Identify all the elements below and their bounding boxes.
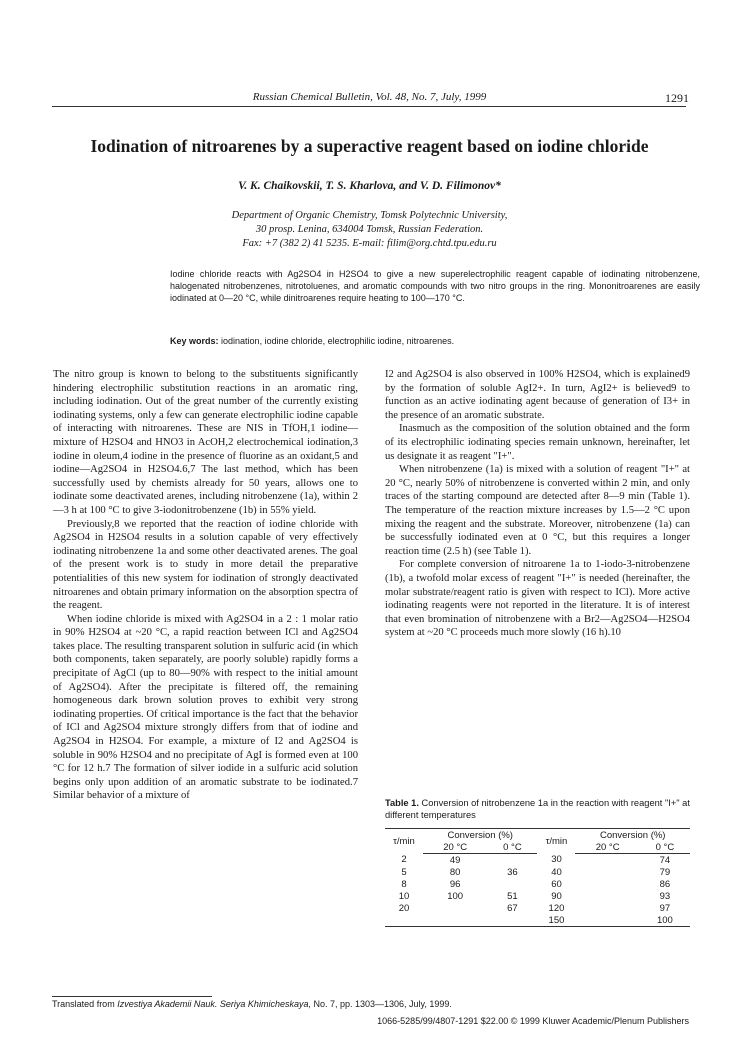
translation-footnote (52, 999, 692, 1009)
cell-conv-0c: 67 (507, 902, 518, 914)
cell-time: 8 (401, 878, 407, 890)
author-list: V. K. Chaikovskii, T. S. Kharlova, and V. D. Filimonov* (238, 180, 501, 192)
affiliation-line-1: Department of Organic Chemistry, Tomsk Polytechnic University, (231, 210, 508, 221)
cell-time: 40 (551, 866, 562, 878)
left-column (53, 368, 358, 803)
cell-conv-0c: 93 (659, 890, 671, 902)
cell-time (385, 914, 423, 927)
journal-citation: Russian Chemical Bulletin, Vol. 48, No. 7, July, 1999 (252, 91, 487, 103)
table-header-conversion: Conversion (%) (447, 829, 513, 841)
affiliation-line-2: 30 prosp. Lenina, 634004 Tomsk, Russian Federation. (255, 224, 484, 235)
cell-conv-0c (487, 854, 537, 867)
table-caption (385, 797, 690, 821)
table-row (385, 890, 690, 902)
cell-time: 5 (401, 866, 407, 878)
abstract: Iodine chloride reacts with Ag2SO4 in H2SO4 to give a new superelectrophilic reagent capable of iodinating nitrobenzene, halogenated nitrobenzenes, nitrotoluenes, and aromatic compounds with two nitro groups in the ring. Mononitroarenes are easily iodinated at 0—20 °C, while dinitroarenes require heating to 100—170 °C. (170, 269, 700, 304)
cell-time: 2 (401, 854, 407, 866)
cell-conv-0c: 51 (507, 890, 518, 902)
paragraph: Inasmuch as the composition of the solution obtained and the form of its electrophilic iodinating species remain unknown, hereinafter, let us designate it as reagent "I+". (385, 423, 690, 462)
cell-conv-20c (423, 902, 487, 914)
table-row (385, 878, 690, 890)
cell-conv-20c (575, 902, 639, 914)
table-row (385, 854, 690, 867)
cell-conv-20c (575, 890, 639, 902)
cell-conv-20c (575, 866, 639, 878)
cell-time: 20 (398, 902, 410, 914)
table-header-20c: 20 °C (423, 841, 487, 854)
cell-conv-0c: 36 (507, 866, 518, 878)
cell-conv-20c (575, 854, 639, 867)
cell-time: 60 (551, 878, 562, 890)
table-header-20c: 20 °C (575, 841, 639, 854)
cell-time: 120 (548, 902, 565, 914)
cell-conv-0c: 100 (640, 914, 690, 927)
paragraph: I2 and Ag2SO4 is also observed in 100% H2SO4, which is explained9 by the formation of soluble AgI2+. In turn, AgI2+ is believed9 to function as an active iodinating agent because of generation of I3+ in the presence of an aromatic substrate. (385, 369, 690, 421)
cell-conv-0c (487, 878, 537, 890)
cell-conv-0c: 79 (659, 866, 671, 878)
cell-conv-20c (575, 914, 639, 927)
cell-time: 30 (551, 854, 562, 866)
copyright-line: 1066-5285/99/4807-1291 $22.00 © 1999 Kluwer Academic/Plenum Publishers (377, 1016, 689, 1026)
paragraph: Previously,8 we reported that the reaction of iodine chloride with Ag2SO4 in H2SO4 results in a solution capable of very effectively iodinating nitrobenzene 1a and some other deactivated arenes. The goal of the present work is to study in more detail the preparative potentialities of this new system for iodination of strongly deactivated nitroarenes and obtain primary information on the absorption spectra of the reagent. (53, 518, 358, 612)
table-header-time: τ/min (545, 835, 568, 847)
cell-time: 150 (537, 914, 575, 927)
cell-time: 10 (398, 890, 410, 902)
paragraph: For complete conversion of nitroarene 1a to 1-iodo-3-nitrobenzene (1b), a twofold molar excess of reagent "I+" is needed (hereinafter, the molar substrate/reagent ratio is given with respect to ICl). More active iodinating reagents were not reported in the literature. It is of interest that even bromination of nitrobenzene with a Br2—Ag2SO4—H2SO4 system at ~20 °C proceeds much more slowly (16 h).10 (385, 559, 690, 639)
table-header-conversion: Conversion (%) (600, 829, 666, 841)
paragraph: When iodine chloride is mixed with Ag2SO4 in a 2 : 1 molar ratio in 90% H2SO4 at ~20 °C, a rapid reaction between ICl and Ag2SO4 takes place. The resulting transparent solution in sulfuric acid (in which both components, taken separately, are poorly soluble) rapidly forms a precipitate of AgCl (up to 80—90% with respect to the initial amount of Ag2SO4). After the precipitate is filtered off, the remaining homogeneous dark brown solution proves to exhibit very strong iodinating properties. Of critical importance is the fact that the behavior of ICl and Ag2SO4 mixture strongly differs from that of iodine and Ag2SO4 in H2SO4. For example, a mixture of I2 and Ag2SO4 is soluble in 90% H2SO4 and no precipitate of AgI is formed even at 100 °C for 12 h.7 The formation of silver iodide in a sulfuric acid solution begins only upon addition of an aromatic substrate to be iodinated.7 Similar behavior of a mixture of (53, 613, 358, 802)
cell-conv-20c: 96 (449, 878, 461, 890)
table-row (385, 866, 690, 878)
keywords-label: Key words: (170, 336, 219, 346)
paragraph: The nitro group is known to belong to the substituents significantly hindering electrophilic substitution reactions in an aromatic ring, including iodination. Out of the great number of the currently existing iodinating systems, only a few can generate electrophilic iodine capable of interacting with nitroarenes. These are NIS in TfOH,1 iodine—mixture of H2SO4 and HNO3 in AcOH,2 electrochemical iodination,3 iodine in oleum,4 iodine in the presence of fluorine as an oxidant,5 and iodine—Ag2SO4 in H2SO4.6,7 The last method, which has been successfully used by chemists already for 50 years, allows one to iodinate some deactivated arenes, including nitrobenzene (1a), within 2—3 h at 100 °C to give 3-iodonitrobenzene (1b) in 55% yield. (53, 369, 358, 516)
cell-conv-20c (575, 878, 639, 890)
cell-conv-0c (487, 914, 537, 927)
keywords (170, 336, 700, 346)
footnote-suffix: No. 7, pp. 1303—1306, July, 1999. (313, 999, 452, 1009)
affiliation-line-3: Fax: +7 (382 2) 41 5235. E-mail: filim@org.chtd.tpu.edu.ru (242, 238, 497, 249)
cell-conv-20c: 49 (449, 854, 461, 866)
right-column (385, 368, 690, 640)
table-row (385, 902, 690, 914)
cell-conv-0c: 86 (659, 878, 671, 890)
header-rule (52, 106, 686, 107)
keywords-text: iodination, iodine chloride, electrophilic iodine, nitroarenes. (221, 336, 455, 346)
cell-conv-0c: 74 (659, 854, 671, 866)
paragraph: When nitrobenzene (1a) is mixed with a solution of reagent "I+" at 20 °C, nearly 50% of nitrobenzene is converted within 2 min, and only traces of the starting compound are detected after 8—9 min (Table 1). The temperature of the reaction mixture increases by 1.5—2 °C upon mixing the reagent and the substrate. Moreover, nitrobenzene (1a) can be successfully iodinated even at 0 °C, but this requires a longer reaction time (2.5 h) (see Table 1). (385, 464, 690, 557)
cell-conv-0c: 97 (659, 902, 671, 914)
page-number: 1291 (665, 91, 689, 105)
table-row (385, 914, 690, 927)
table-caption-label: Table 1. (385, 798, 419, 808)
footnote-source: Izvestiya Akademii Nauk. Seriya Khimicheskaya, (117, 999, 311, 1009)
table-header-time: τ/min (393, 835, 415, 847)
conversion-table (385, 828, 690, 927)
cell-time: 90 (551, 890, 562, 902)
table-header-0c: 0 °C (487, 841, 537, 854)
paper-title: Iodination of nitroarenes by a superactive reagent based on iodine chloride (90, 136, 649, 156)
cell-conv-20c: 100 (447, 890, 464, 902)
footnote-prefix: Translated from (52, 999, 115, 1009)
footnote-rule (52, 996, 212, 997)
affiliation (0, 209, 739, 251)
cell-conv-20c: 80 (449, 866, 461, 878)
cell-conv-20c (423, 914, 487, 927)
table-caption-text: Conversion of nitrobenzene 1a in the reaction with reagent "I+" at different temperatures (385, 798, 690, 820)
running-header (0, 91, 739, 107)
table-header-0c: 0 °C (640, 841, 690, 854)
